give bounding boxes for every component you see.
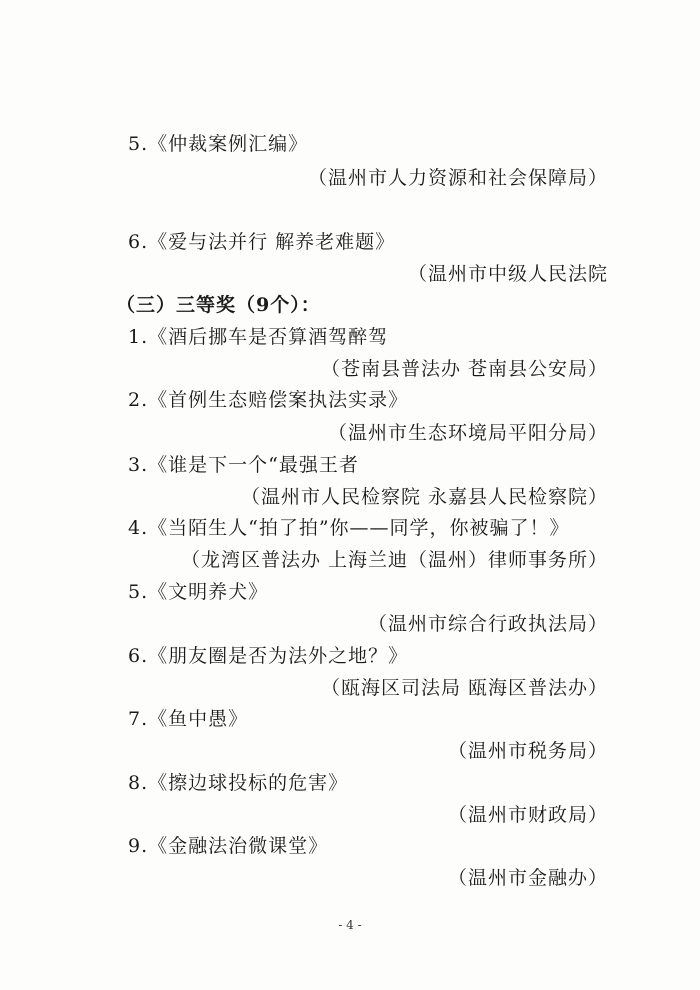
entry-org: （温州市税务局） [447, 740, 608, 762]
page-number: - 4 - [338, 918, 362, 932]
entry-title: 2.《首例生态赔偿案执法实录》 [128, 389, 409, 411]
entry-org: （温州市人力资源和社会保障局） [307, 167, 608, 189]
entry-org: （温州市生态环境局平阳分局） [327, 422, 608, 444]
entry-title: 5.《文明养犬》 [128, 581, 269, 603]
entry-org: （瓯海区司法局 瓯海区普法办） [320, 677, 608, 699]
entry-org: （温州市人民检察院 永嘉县人民检察院） [240, 486, 608, 508]
entry-title: 8.《擦边球投标的危害》 [128, 772, 349, 794]
entry-org: （龙湾区普法办 上海兰迪（温州）律师事务所） [180, 549, 608, 571]
entry-title: 7.《鱼中愚》 [128, 708, 249, 730]
entry-title: 4.《当陌生人“拍了拍”你——同学，你被骗了！》 [128, 517, 570, 539]
entry-title: 5.《仲裁案例汇编》 [128, 133, 309, 155]
entry-org: （温州市中级人民法院 [407, 263, 608, 285]
entry-title: 6.《朋友圈是否为法外之地？》 [128, 645, 409, 667]
entry-org: （温州市金融办） [447, 867, 608, 889]
entry-title: 1.《酒后挪车是否算酒驾醉驾 [128, 326, 389, 348]
entry-title: 3.《谁是下一个“最强王者 [128, 454, 359, 476]
section-heading: （三）三等奖（9个）： [116, 294, 321, 316]
entry-title: 9.《金融法治微课堂》 [128, 835, 329, 857]
entry-org: （温州市财政局） [447, 804, 608, 826]
entry-org: （温州市综合行政执法局） [367, 613, 608, 635]
entry-org: （苍南县普法办 苍南县公安局） [320, 358, 608, 380]
entry-title: 6.《爱与法并行 解养老难题》 [128, 231, 396, 253]
